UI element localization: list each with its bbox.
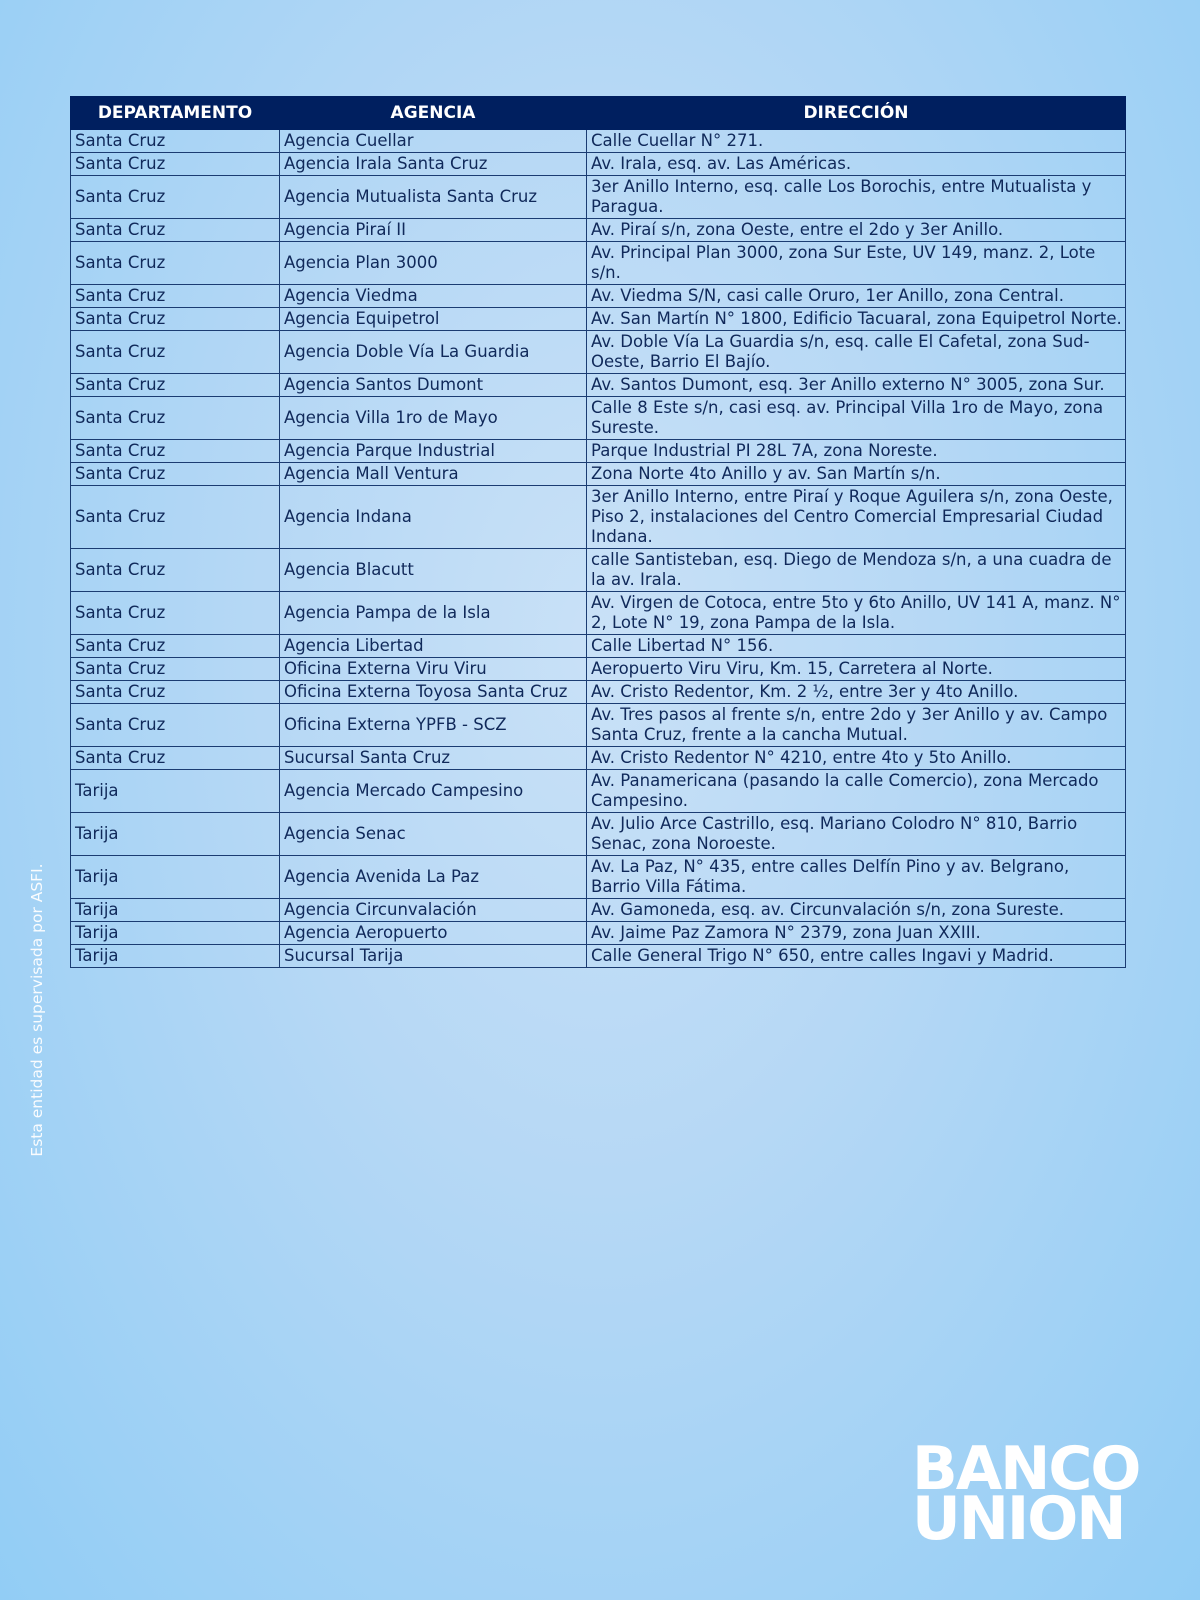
direccion-cell: Parque Industrial PI 28L 7A, zona Noreste. (587, 440, 1126, 463)
agencia-cell: Agencia Mercado Campesino (280, 770, 587, 813)
logo-line-1: BANCO (912, 1434, 1140, 1504)
table-row (71, 899, 1126, 922)
agencia-cell: Agencia Avenida La Paz (280, 856, 587, 899)
departamento-cell: Santa Cruz (71, 374, 280, 397)
agencia-cell: Agencia Aeropuerto (280, 922, 587, 945)
agencia-cell: Agencia Piraí II (280, 219, 587, 242)
direccion-cell: Av. Piraí s/n, zona Oeste, entre el 2do y 3er Anillo. (587, 219, 1126, 242)
departamento-cell: Santa Cruz (71, 308, 280, 331)
table-header-row (71, 97, 1126, 130)
table-row (71, 658, 1126, 681)
agencia-cell: Agencia Villa 1ro de Mayo (280, 397, 587, 440)
departamento-cell: Tarija (71, 770, 280, 813)
departamento-cell: Santa Cruz (71, 486, 280, 549)
table-row (71, 397, 1126, 440)
departamento-cell: Santa Cruz (71, 463, 280, 486)
table-row (71, 681, 1126, 704)
direccion-cell: Av. Tres pasos al frente s/n, entre 2do y 3er Anillo y av. Campo Santa Cruz, frente a la cancha Mutual. (587, 704, 1126, 747)
departamento-cell: Santa Cruz (71, 747, 280, 770)
departamento-cell: Santa Cruz (71, 130, 280, 153)
direccion-cell: Av. Cristo Redentor N° 4210, entre 4to y 5to Anillo. (587, 747, 1126, 770)
table-row (71, 486, 1126, 549)
agencia-cell: Sucursal Tarija (280, 945, 587, 968)
column-header-departamento: DEPARTAMENTO (71, 97, 280, 130)
agencia-cell: Agencia Doble Vía La Guardia (280, 331, 587, 374)
table-row (71, 242, 1126, 285)
table-row (71, 704, 1126, 747)
agencia-cell: Agencia Mutualista Santa Cruz (280, 176, 587, 219)
direccion-cell: Av. Irala, esq. av. Las Américas. (587, 153, 1126, 176)
direccion-cell: Av. Gamoneda, esq. av. Circunvalación s/n, zona Sureste. (587, 899, 1126, 922)
agencia-cell: Oficina Externa YPFB - SCZ (280, 704, 587, 747)
departamento-cell: Tarija (71, 813, 280, 856)
departamento-cell: Santa Cruz (71, 658, 280, 681)
agencia-cell: Agencia Libertad (280, 635, 587, 658)
table-row (71, 374, 1126, 397)
agencia-cell: Sucursal Santa Cruz (280, 747, 587, 770)
table-row (71, 922, 1126, 945)
table-row (71, 463, 1126, 486)
direccion-cell: Av. Viedma S/N, casi calle Oruro, 1er Anillo, zona Central. (587, 285, 1126, 308)
table-row (71, 856, 1126, 899)
direccion-cell: Av. Cristo Redentor, Km. 2 ½, entre 3er y 4to Anillo. (587, 681, 1126, 704)
table-row (71, 285, 1126, 308)
agencia-cell: Agencia Cuellar (280, 130, 587, 153)
departamento-cell: Santa Cruz (71, 242, 280, 285)
branches-table (70, 96, 1126, 968)
table-row (71, 440, 1126, 463)
direccion-cell: Av. Panamericana (pasando la calle Comercio), zona Mercado Campesino. (587, 770, 1126, 813)
departamento-cell: Tarija (71, 899, 280, 922)
direccion-cell: Calle 8 Este s/n, casi esq. av. Principal Villa 1ro de Mayo, zona Sureste. (587, 397, 1126, 440)
departamento-cell: Santa Cruz (71, 219, 280, 242)
departamento-cell: Tarija (71, 922, 280, 945)
departamento-cell: Santa Cruz (71, 592, 280, 635)
column-header-agencia: AGENCIA (280, 97, 587, 130)
departamento-cell: Santa Cruz (71, 549, 280, 592)
agencia-cell: Agencia Equipetrol (280, 308, 587, 331)
table-row (71, 153, 1126, 176)
logo-line-2: UNION (912, 1484, 1125, 1554)
direccion-cell: calle Santisteban, esq. Diego de Mendoza s/n, a una cuadra de la av. Irala. (587, 549, 1126, 592)
direccion-cell: 3er Anillo Interno, esq. calle Los Borochis, entre Mutualista y Paragua. (587, 176, 1126, 219)
agencia-cell: Agencia Irala Santa Cruz (280, 153, 587, 176)
table-row (71, 592, 1126, 635)
column-header-direccion: DIRECCIÓN (587, 97, 1126, 130)
direccion-cell: Av. Santos Dumont, esq. 3er Anillo externo N° 3005, zona Sur. (587, 374, 1126, 397)
supervision-note: Esta entidad es supervisada por ASFI. (28, 863, 46, 1157)
agencia-cell: Agencia Circunvalación (280, 899, 587, 922)
banco-union-logo (912, 1434, 1140, 1554)
direccion-cell: Calle General Trigo N° 650, entre calles Ingavi y Madrid. (587, 945, 1126, 968)
table-row (71, 176, 1126, 219)
departamento-cell: Santa Cruz (71, 176, 280, 219)
direccion-cell: Av. Jaime Paz Zamora N° 2379, zona Juan XXIII. (587, 922, 1126, 945)
departamento-cell: Santa Cruz (71, 635, 280, 658)
direccion-cell: Av. Virgen de Cotoca, entre 5to y 6to Anillo, UV 141 A, manz. N° 2, Lote N° 19, zona Pampa de la Isla. (587, 592, 1126, 635)
departamento-cell: Santa Cruz (71, 285, 280, 308)
table-row (71, 130, 1126, 153)
departamento-cell: Santa Cruz (71, 331, 280, 374)
departamento-cell: Tarija (71, 945, 280, 968)
table-row (71, 308, 1126, 331)
departamento-cell: Tarija (71, 856, 280, 899)
departamento-cell: Santa Cruz (71, 704, 280, 747)
table-row (71, 813, 1126, 856)
direccion-cell: Av. Principal Plan 3000, zona Sur Este, UV 149, manz. 2, Lote s/n. (587, 242, 1126, 285)
agencia-cell: Agencia Pampa de la Isla (280, 592, 587, 635)
table-row (71, 770, 1126, 813)
direccion-cell: Av. San Martín N° 1800, Edificio Tacuaral, zona Equipetrol Norte. (587, 308, 1126, 331)
direccion-cell: Av. Doble Vía La Guardia s/n, esq. calle El Cafetal, zona Sud-Oeste, Barrio El Bajío. (587, 331, 1126, 374)
direccion-cell: 3er Anillo Interno, entre Piraí y Roque Aguilera s/n, zona Oeste, Piso 2, instalaciones del Centro Comercial Empresarial Ciudad Indana. (587, 486, 1126, 549)
direccion-cell: Av. Julio Arce Castrillo, esq. Mariano Colodro N° 810, Barrio Senac, zona Noroeste. (587, 813, 1126, 856)
table-row (71, 945, 1126, 968)
departamento-cell: Santa Cruz (71, 681, 280, 704)
agencia-cell: Agencia Senac (280, 813, 587, 856)
agencia-cell: Agencia Mall Ventura (280, 463, 587, 486)
table-row (71, 635, 1126, 658)
table-row (71, 219, 1126, 242)
direccion-cell: Calle Libertad N° 156. (587, 635, 1126, 658)
direccion-cell: Av. La Paz, N° 435, entre calles Delfín Pino y av. Belgrano, Barrio Villa Fátima. (587, 856, 1126, 899)
table-row (71, 331, 1126, 374)
agencia-cell: Oficina Externa Viru Viru (280, 658, 587, 681)
agencia-cell: Agencia Plan 3000 (280, 242, 587, 285)
table-row (71, 747, 1126, 770)
direccion-cell: Aeropuerto Viru Viru, Km. 15, Carretera al Norte. (587, 658, 1126, 681)
departamento-cell: Santa Cruz (71, 440, 280, 463)
direccion-cell: Calle Cuellar N° 271. (587, 130, 1126, 153)
agencia-cell: Agencia Santos Dumont (280, 374, 587, 397)
agencia-cell: Agencia Indana (280, 486, 587, 549)
agencia-cell: Oficina Externa Toyosa Santa Cruz (280, 681, 587, 704)
agencia-cell: Agencia Blacutt (280, 549, 587, 592)
table-row (71, 549, 1126, 592)
departamento-cell: Santa Cruz (71, 397, 280, 440)
direccion-cell: Zona Norte 4to Anillo y av. San Martín s/n. (587, 463, 1126, 486)
agencia-cell: Agencia Viedma (280, 285, 587, 308)
departamento-cell: Santa Cruz (71, 153, 280, 176)
agencia-cell: Agencia Parque Industrial (280, 440, 587, 463)
